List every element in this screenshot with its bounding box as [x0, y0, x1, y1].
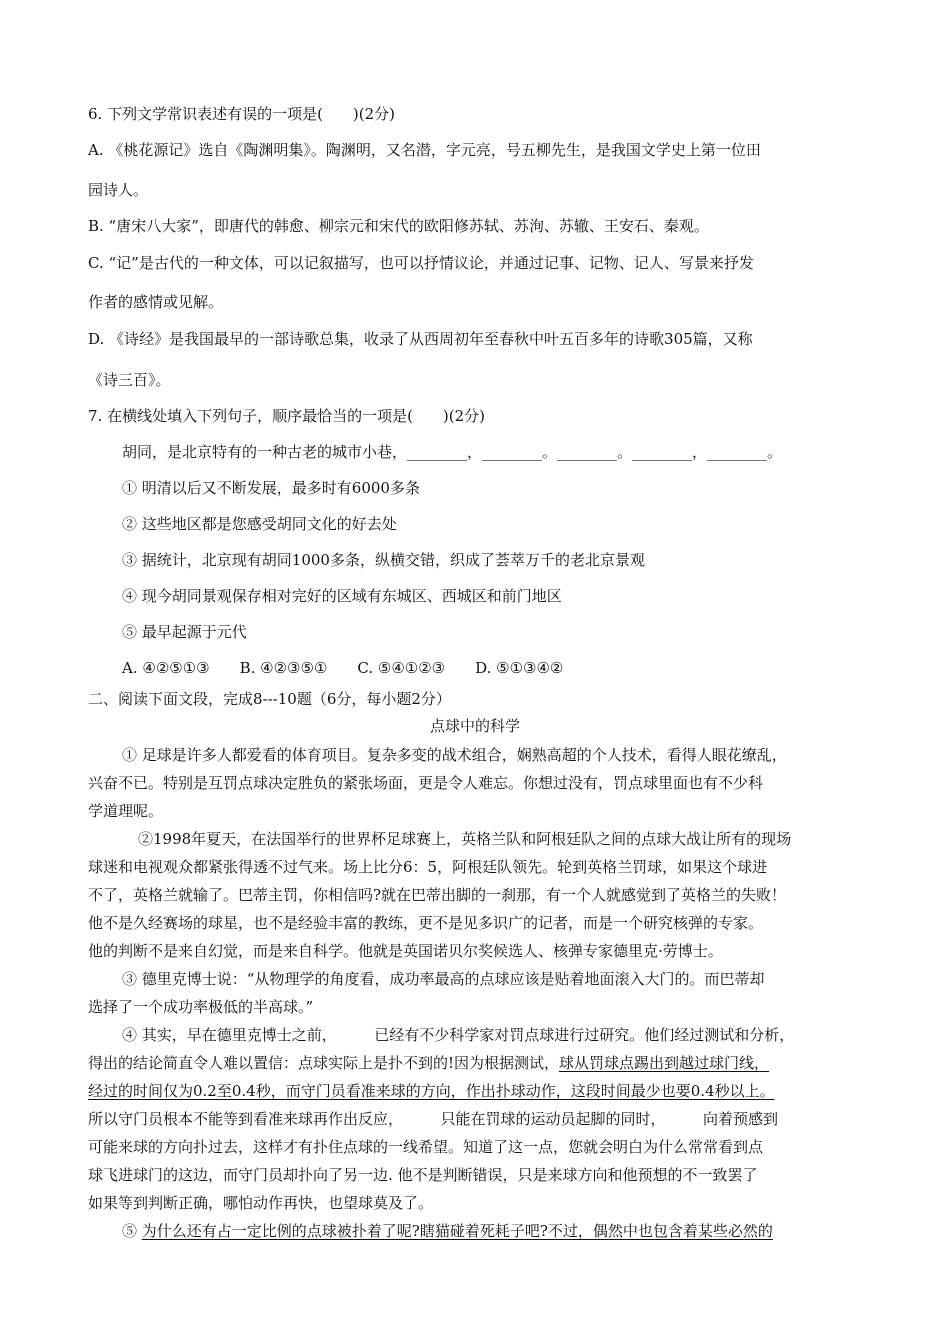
para2-line2: 球迷和电视观众都紧张得透不过气来。场上比分6：5，阿根廷队领先。轮到英格兰罚球，如果这个球进: [88, 858, 768, 876]
q6-stem: 6. 下列文学常识表述有误的一项是( )(2分): [88, 105, 396, 123]
para3-line2: 选择了一个成功率极低的半高球。”: [88, 998, 314, 1016]
para4-line7: 如果等到判断正确，哪怕动作再快，也望球莫及了。: [88, 1194, 434, 1212]
q7-sentence-2: ② 这些地区都是您感受胡同文化的好去处: [122, 515, 397, 533]
q7-prompt: 胡同，是北京特有的一种古老的城市小巷，________，________。________。________，________。: [122, 443, 783, 461]
para2-line4: 他不是久经赛场的球星，也不是经验丰富的教练，更不是见多识广的记者，而是一个研究核弹的专家。: [88, 914, 764, 932]
q7-stem: 7. 在横线处填入下列句子，顺序最恰当的一项是( )(2分): [88, 407, 486, 425]
q6-option-d-line2: 《诗三百》。: [88, 371, 171, 389]
para4-line4: 所以守门员根本不能等到看准来球再作出反应， 只能在罚球的运动员起脚的同时， 向着预感到: [88, 1110, 779, 1128]
para4-line6: 球飞进球门的这边，而守门员却扑向了另一边. 他不是判断错误，只是来球方向和他预想的不一致罢了: [88, 1166, 758, 1184]
section-heading: 二、阅读下面文段，完成8---10题（6分，每小题2分）: [88, 690, 451, 708]
para4-line2: [88, 1053, 769, 1073]
para1-line2: 兴奋不已。特别是互罚点球决定胜负的紧张场面，更是令人难忘。你想过没有，罚点球里面也有不少科: [88, 774, 764, 792]
para2-line5: 他的判断不是来自幻觉，而是来自科学。他就是英国诺贝尔奖候选人、核弹专家德里克·劳博士。: [88, 942, 723, 960]
para4-line5: 可能来球的方向扑过去，这样才有扑住点球的一线希望。知道了这一点，您就会明白为什么常常看到点: [88, 1138, 764, 1156]
q6-option-a-line1: A. 《桃花源记》选自《陶渊明集》。陶渊明，又名潜，字元亮，号五柳先生，是我国文学史上第一位田: [88, 141, 761, 159]
q6-option-a-line2: 园诗人。: [88, 181, 149, 199]
q7-sentence-1: ① 明清以后又不断发展，最多时有6000多条: [122, 479, 420, 497]
para4-line2-text: 得出的结论简直令人难以置信：点球实际上是扑不到的!因为根据测试，: [88, 1054, 560, 1072]
para4-line1: ④ 其实，早在德里克博士之前， 已经有不少科学家对罚点球进行过研究。他们经过测试和分析，: [122, 1026, 795, 1044]
para2-line1: ②1998年夏天，在法国举行的世界杯足球赛上，英格兰队和阿根廷队之间的点球大战让所有的现场: [138, 830, 792, 848]
para2-line3: 不了，英格兰就输了。巴蒂主罚，你相信吗?就在巴蒂出脚的一刹那，有一个人就感觉到了英格兰的失败！: [88, 886, 787, 904]
para1-line3: 学道理呢。: [88, 802, 164, 820]
q6-option-c-line2: 作者的感情或见解。: [88, 293, 224, 311]
q6-option-b: B. “唐宋八大家”，即唐代的韩愈、柳宗元和宋代的欧阳修苏轼、苏洵、苏辙、王安石、秦观。: [88, 217, 709, 235]
para5-underlined-text: 为什么还有占一定比例的点球被扑着了呢?瞎猫碰着死耗子吧?不过，偶然中也包含着某些必然的: [141, 1222, 773, 1240]
para1-line1: ① 足球是许多人都爱看的体育项目。复杂多变的战术组合，娴熟高超的个人技术，看得人眼花缭乱，: [122, 746, 787, 764]
para4-underlined-text-b: 经过的时间仅为0.2至0.4秒，而守门员看准来球的方向，作出扑球动作，这段时间最少也要0.4秒以上。: [88, 1082, 775, 1100]
q7-sentence-5: ⑤ 最早起源于元代: [122, 623, 247, 641]
q7-options: A. ④②⑤①③ B. ④②③⑤① C. ⑤④①②③ D. ⑤①③④②: [122, 659, 564, 677]
q6-option-d-line1: D. 《诗经》是我国最早的一部诗歌总集，收录了从西周初年至春秋中叶五百多年的诗歌305篇，又称: [88, 330, 753, 348]
para5-line1: [122, 1221, 773, 1241]
q7-sentence-3: ③ 据统计，北京现有胡同1000多条，纵横交错，织成了荟萃万千的老北京景观: [122, 551, 645, 569]
q6-option-c-line1: C. “记”是古代的一种文体，可以记叙描写，也可以抒情议论，并通过记事、记物、记人、写景来抒发: [88, 254, 754, 272]
para5-number: ⑤: [122, 1222, 142, 1240]
para3-line1: ③ 德里克博士说：“从物理学的角度看，成功率最高的点球应该是贴着地面滚入大门的。而巴蒂却: [122, 970, 765, 988]
q7-sentence-4: ④ 现今胡同景观保存相对完好的区域有东城区、西城区和前门地区: [122, 587, 562, 605]
para4-underlined-text-a: 球从罚球点踢出到越过球门线，: [559, 1054, 770, 1072]
passage-title: 点球中的科学: [429, 717, 520, 735]
